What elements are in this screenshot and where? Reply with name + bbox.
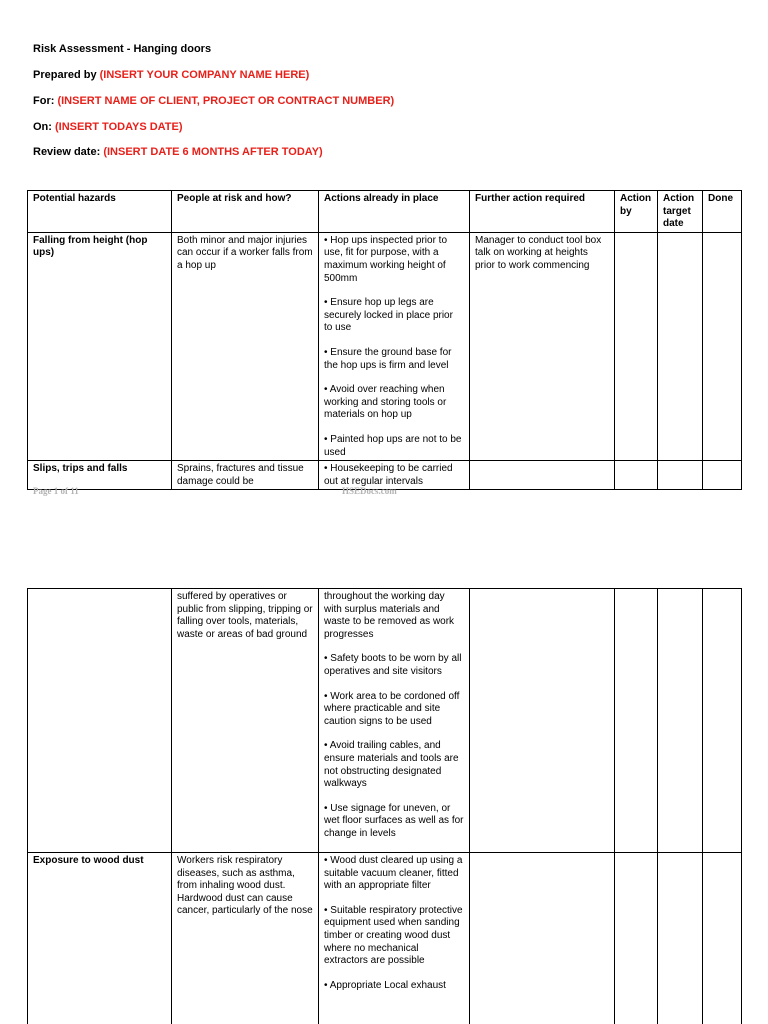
header-actions-in-place: Actions already in place [319, 191, 470, 233]
action-item: • Hop ups inspected prior to use, fit for purpose, with a maximum working height of 500mm [324, 234, 448, 284]
for-label: For: [33, 95, 58, 107]
further-action-cell [470, 589, 615, 853]
action-by-cell [615, 853, 658, 1024]
page-number: Page 1 of 11 [33, 486, 79, 496]
prepared-by-value: (INSERT YOUR COMPANY NAME HERE) [99, 69, 310, 81]
header-action-target-date: Action target date [658, 191, 703, 233]
footer-site: HSEDocs.com [342, 486, 397, 496]
hazard-cell: Exposure to wood dust [28, 853, 172, 1024]
header-people-at-risk: People at risk and how? [172, 191, 319, 233]
people-cell: Both minor and major injuries can occur if a worker falls from a hop up [172, 232, 319, 460]
action-target-date-cell [658, 589, 703, 853]
header-done: Done [703, 191, 742, 233]
further-action-cell [470, 461, 615, 490]
further-action-cell: Manager to conduct tool box talk on working at heights prior to work commencing [470, 232, 615, 460]
header-further-action: Further action required [470, 191, 615, 233]
actions-cell [319, 589, 470, 853]
action-by-cell [615, 589, 658, 853]
action-item: • Appropriate Local exhaust [324, 979, 446, 991]
review-date-line [33, 146, 323, 158]
action-item: • Ensure the ground base for the hop ups is firm and level [324, 346, 452, 371]
on-label: On: [33, 121, 55, 133]
action-item: • Suitable respiratory protective equipment used when sanding timber or creating wood dust where no mechanical extractors are possible [324, 904, 463, 967]
page-gap [0, 520, 768, 588]
action-target-date-cell [658, 461, 703, 490]
action-item: • Painted hop ups are not to be used [324, 433, 462, 458]
further-action-cell [470, 853, 615, 1024]
done-cell [703, 461, 742, 490]
risk-table-page-1 [27, 190, 742, 490]
on-line [33, 121, 183, 133]
done-cell [703, 232, 742, 460]
actions-cell [319, 232, 470, 460]
actions-cell [319, 853, 470, 1024]
people-cell: Workers risk respiratory diseases, such as asthma, from inhaling wood dust. Hardwood dust can cause cancer, particularly of the nose [172, 853, 319, 1024]
for-value: (INSERT NAME OF CLIENT, PROJECT OR CONTRACT NUMBER) [57, 95, 395, 107]
action-item: • Avoid trailing cables, and ensure materials and tools are not obstructing designated walkways [324, 740, 459, 790]
hazard-cell: Slips, trips and falls [28, 461, 172, 490]
prepared-by-label: Prepared by [33, 69, 100, 81]
action-item: • Use signage for uneven, or wet floor surfaces as well as for change in levels [324, 802, 464, 839]
hazard-cell [28, 589, 172, 853]
people-cell: suffered by operatives or public from slipping, tripping or falling over tools, materials, waste or areas of bad ground [172, 589, 319, 853]
people-cell: Sprains, fractures and tissue damage could be [172, 461, 319, 490]
action-item: • Safety boots to be worn by all operatives and site visitors [324, 653, 462, 677]
action-by-cell [615, 461, 658, 490]
action-target-date-cell [658, 853, 703, 1024]
prepared-by-line [33, 69, 309, 81]
document-title: Risk Assessment - Hanging doors [33, 43, 212, 55]
action-item: throughout the working day with surplus materials and waste to be removed as work progresses [324, 591, 455, 640]
table-row [28, 232, 742, 460]
action-item: • Ensure hop up legs are securely locked in place prior to use [324, 297, 453, 334]
risk-table-page-2 [27, 588, 742, 1024]
action-item: • Avoid over reaching when working and storing tools or materials on hop up [324, 384, 447, 421]
on-value: (INSERT TODAYS DATE) [55, 121, 183, 133]
action-item: • Work area to be cordoned off where practicable and site caution signs to be used [324, 690, 460, 727]
action-item: • Housekeeping to be carried out at regular intervals [324, 463, 453, 487]
table-header-row [28, 191, 742, 233]
for-line [33, 95, 394, 107]
action-by-cell [615, 232, 658, 460]
action-item: • Wood dust cleared up using a suitable vacuum cleaner, fitted with an appropriate filter [324, 855, 463, 892]
page-2 [0, 588, 768, 1024]
header-potential-hazards: Potential hazards [28, 191, 172, 233]
action-target-date-cell [658, 232, 703, 460]
hazard-cell: Falling from height (hop ups) [28, 232, 172, 460]
review-date-label: Review date: [33, 146, 104, 158]
review-date-value: (INSERT DATE 6 MONTHS AFTER TODAY) [103, 146, 323, 158]
table-row [28, 589, 742, 853]
done-cell [703, 589, 742, 853]
table-row [28, 853, 742, 1024]
done-cell [703, 853, 742, 1024]
header-action-by: Action by [615, 191, 658, 233]
